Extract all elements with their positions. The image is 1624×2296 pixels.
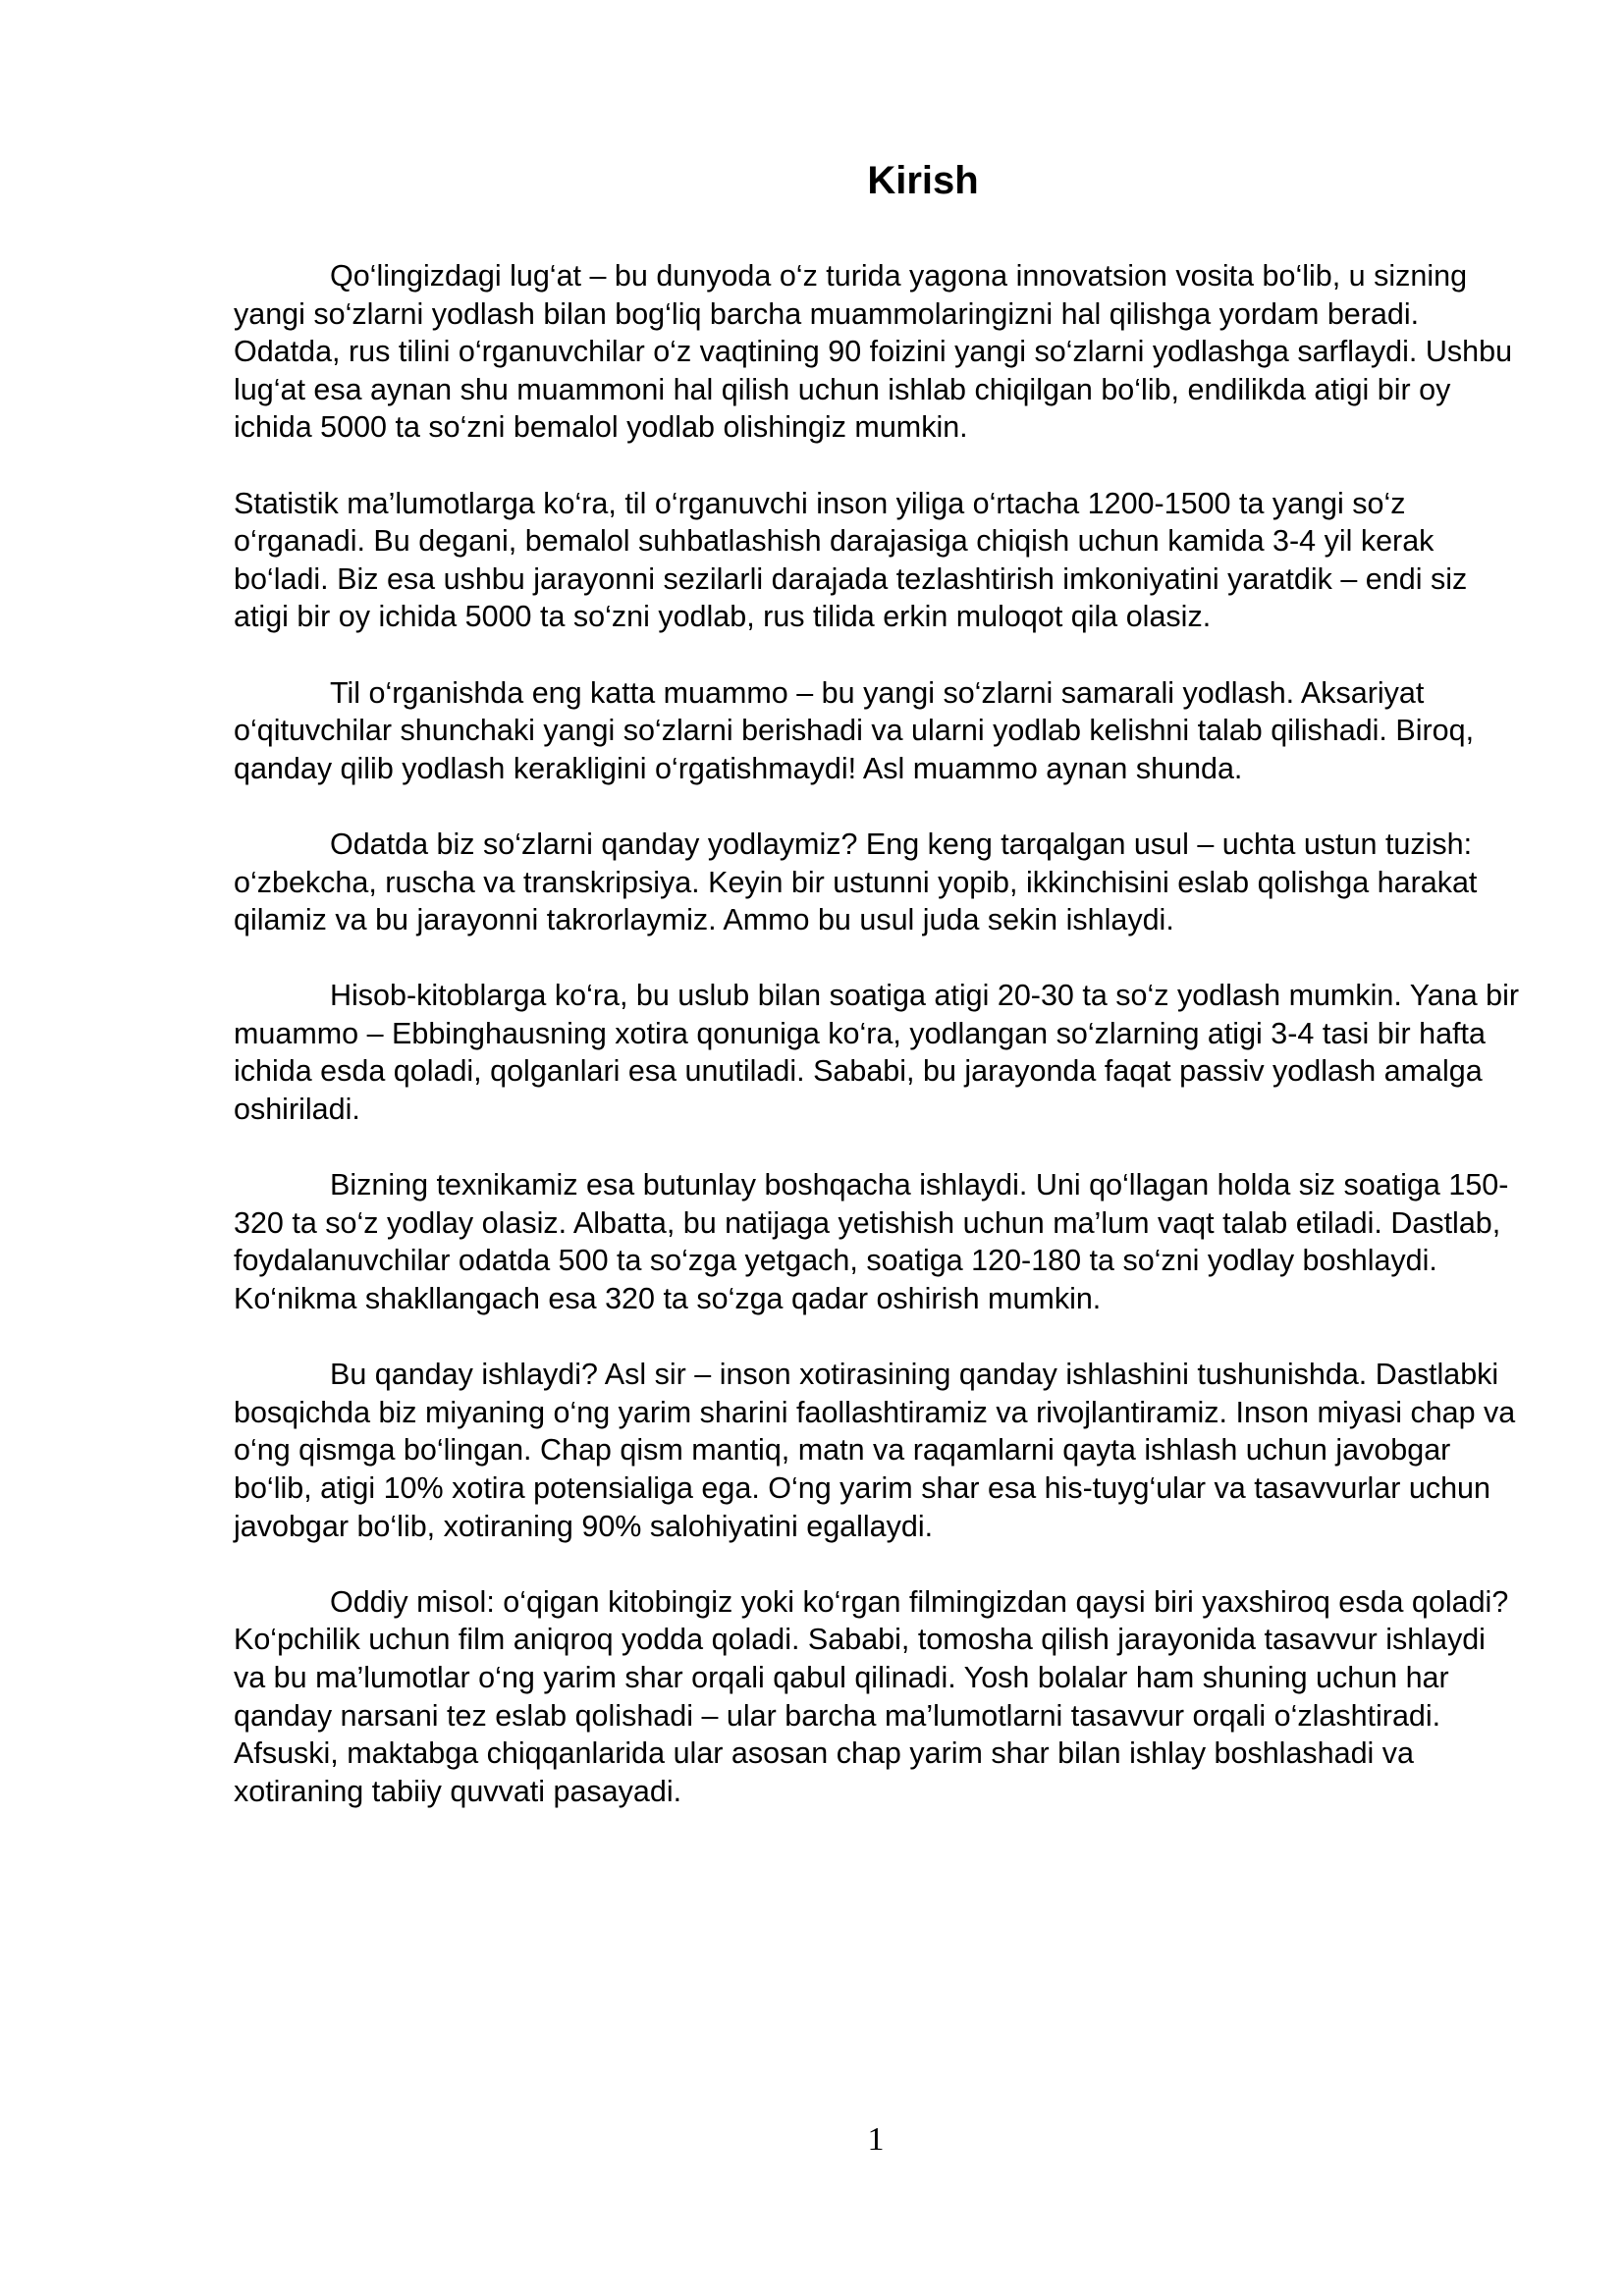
document-body [234, 257, 1522, 1848]
page-title: Kirish [867, 159, 979, 202]
paragraph-6: Bizning texnikamiz esa butunlay boshqacha ishlaydi. Uni qo‘llagan holda siz soatiga 150-320 ta so‘z yodlay olasiz. Albatta, bu natijaga yetishish uchun ma’lum vaqt talab etiladi. Dastlab, foydalanuvchilar odatda 500 ta so‘zga yetgach, soatiga 120-180 ta so‘zni yodlay boshlaydi. Ko‘nikma shakllangach esa 320 ta so‘zga qadar oshirish mumkin. [234, 1168, 1509, 1316]
paragraph-7: Bu qanday ishlaydi? Asl sir – inson xotirasining qanday ishlashini tushunishda. Dastlabki bosqichda biz miyaning o‘ng yarim sharini faollashtiramiz va rivojlantiramiz. Inson miyasi chap va o‘ng qismga bo‘lingan. Chap qism mantiq, matn va raqamlarni qayta ishlash uchun javobgar bo‘lib, atigi 10% xotira potensialiga ega. O‘ng yarim shar esa his-tuyg‘ular va tasavvurlar uchun javobgar bo‘lib, xotiraning 90% salohiyatini egallaydi. [234, 1358, 1516, 1543]
paragraph-4: Odatda biz so‘zlarni qanday yodlaymiz? Eng keng tarqalgan usul – uchta ustun tuzish: o‘zbekcha, ruscha va transkripsiya. Keyin bir ustunni yopib, ikkinchisini eslab qolishga harakat qilamiz va bu jarayonni takrorlaymiz. Ammo bu usul juda sekin ishlaydi. [234, 827, 1478, 937]
page-number: 1 [867, 2121, 885, 2158]
paragraph-5: Hisob-kitoblarga ko‘ra, bu uslub bilan soatiga atigi 20-30 ta so‘z yodlash mumkin. Yana bir muammo – Ebbinghausning xotira qonuniga ko‘ra, yodlangan so‘zlarning atigi 3-4 tasi bir hafta ichida esda qoladi, qolganlari esa unutiladi. Sababi, bu jarayonda faqat passiv yodlash amalga oshiriladi. [234, 979, 1520, 1127]
paragraph-1: Qo‘lingizdagi lug‘at – bu dunyoda o‘z turida yagona innovatsion vosita bo‘lib, u sizning yangi so‘zlarni yodlash bilan bog‘liq barcha muammolaringizni hal qilishga yordam beradi. Odatda, rus tilini o‘rganuvchilar o‘z vaqtining 90 foizini yangi so‘zlarni yodlashga sarflaydi. Ushbu lug‘at esa aynan shu muammoni hal qilish uchun ishlab chiqilgan bo‘lib, endilikda atigi bir oy ichida 5000 ta so‘zni bemalol yodlab olishingiz mumkin. [234, 259, 1513, 445]
paragraph-2: Statistik ma’lumotlarga ko‘ra, til o‘rganuvchi inson yiliga o‘rtacha 1200-1500 ta yangi so‘z o‘rganadi. Bu degani, bemalol suhbatlashish darajasiga chiqish uchun kamida 3-4 yil kerak bo‘ladi. Biz esa ushbu jarayonni sezilarli darajada tezlashtirish imkoniyatini yaratdik – endi siz atigi bir oy ichida 5000 ta so‘zni yodlab, rus tilida erkin muloqot qila olasiz. [234, 486, 1468, 634]
paragraph-8: Oddiy misol: o‘qigan kitobingiz yoki ko‘rgan filmingizdan qaysi biri yaxshiroq esda qoladi? Ko‘pchilik uchun film aniqroq yodda qoladi. Sababi, tomosha qilish jarayonida tasavvur ishlaydi va bu ma’lumotlar o‘ng yarim shar orqali qabul qilinadi. Yosh bolalar ham shuning uchun har qanday narsani tez eslab qolishadi – ular barcha ma’lumotlarni tasavvur orqali o‘zlashtiradi. Afsuski, maktabga chiqqanlarida ular asosan chap yarim shar bilan ishlay boshlashadi va xotiraning tabiiy quvvati pasayadi. [234, 1584, 1509, 1808]
paragraph-3: Til o‘rganishda eng katta muammo – bu yangi so‘zlarni samarali yodlash. Aksariyat o‘qituvchilar shunchaki yangi so‘zlarni berishadi va ularni yodlab kelishni talab qilishadi. Biroq, qanday qilib yodlash kerakligini o‘rgatishmaydi! Asl muammo aynan shunda. [234, 675, 1475, 785]
